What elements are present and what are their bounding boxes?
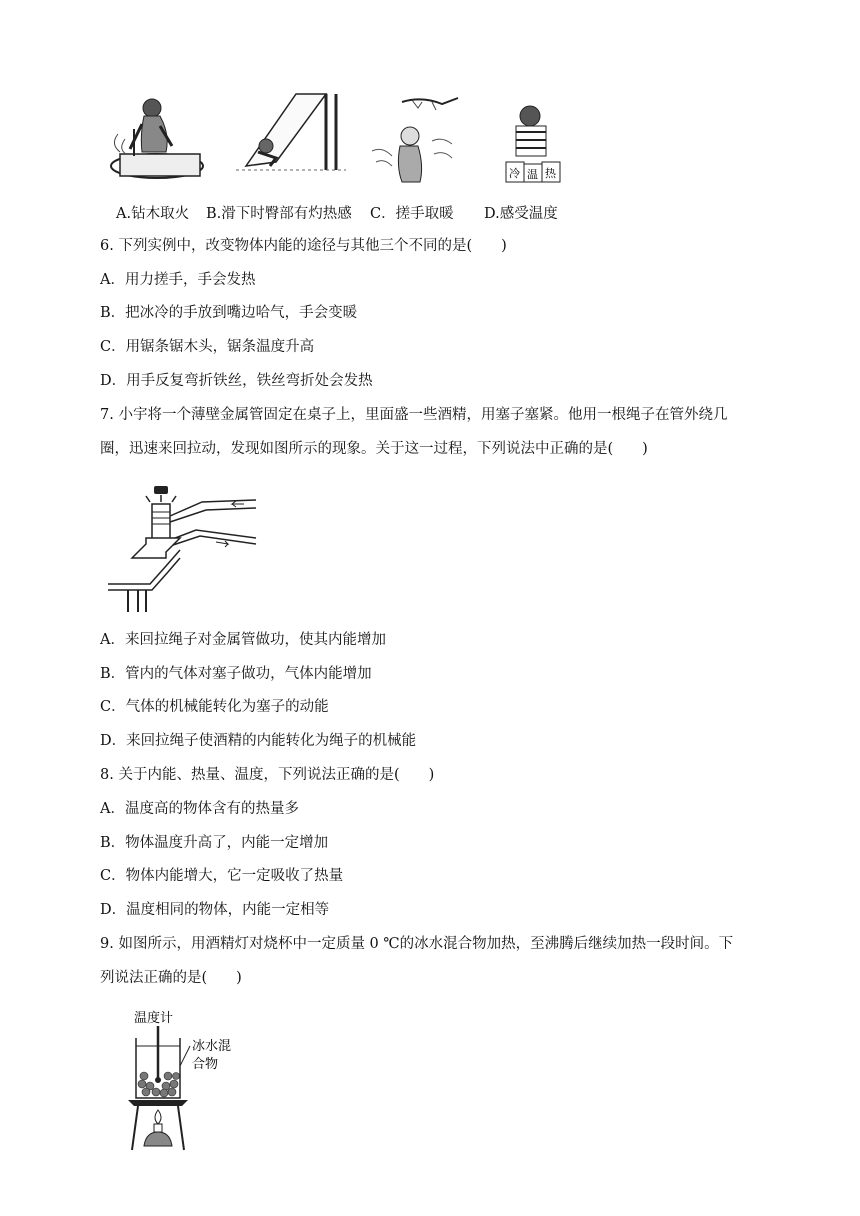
caption-d: D.感受温度 [484,206,558,222]
q6-option-c: C．用锯条锯木头，锯条温度升高 [100,339,315,355]
bucket-label-hot: 热 [545,167,556,180]
q7-option-b: B．管内的气体对塞子做功，气体内能增加 [100,666,372,682]
bucket-label-warm: 温 [527,168,538,181]
caption-a: A.钻木取火 [116,206,190,222]
thermometer-label: 温度计 [134,1011,174,1026]
q6-option-b: B．把冰冷的手放到嘴边哈气，手会变暖 [100,305,358,321]
caption-b: B.滑下时臀部有灼热感 [206,206,352,222]
figure-rubbing-hands [362,96,462,191]
q8-option-d: D．温度相同的物体，内能一定相等 [100,902,330,918]
q8-option-c: C．物体内能增大，它一定吸收了热量 [100,868,344,884]
q7-stem-line2: 圈，迅速来回拉动，发现如图所示的现象。关于这一过程，下列说法中正确的是( ) [100,441,648,457]
q7-stem-line1: 7. 小宇将一个薄壁金属管固定在桌子上，里面盛一些酒精，用塞子塞紧。他用一根绳子在管外绕几 [100,407,728,423]
q6-option-d: D．用手反复弯折铁丝，铁丝弯折处会发热 [100,373,373,389]
q6-option-a: A．用力搓手，手会发热 [100,272,256,288]
q9-stem-line1: 9. 如图所示，用酒精灯对烧杯中一定质量 0 ℃的冰水混合物加热，至沸腾后继续加热一段时间。下 [100,936,734,952]
q7-option-c: C．气体的机械能转化为塞子的动能 [100,699,329,715]
mixture-label-line1: 冰水混 [192,1039,232,1054]
figure-feel-temperature [496,102,568,188]
q9-stem-line2: 列说法正确的是( ) [100,970,242,986]
q6-stem: 6. 下列实例中，改变物体内能的途径与其他三个不同的是( ) [100,238,507,254]
q7-option-d: D．来回拉绳子使酒精的内能转化为绳子的机械能 [100,733,417,749]
q8-stem: 8. 关于内能、热量、温度，下列说法正确的是( ) [100,767,435,783]
q7-option-a: A．来回拉绳子对金属管做功，使其内能增加 [100,632,386,648]
q8-option-b: B．物体温度升高了，内能一定增加 [100,835,329,851]
q8-option-a: A．温度高的物体含有的热量多 [100,801,299,817]
figure-beaker-heating [128,1006,248,1151]
caption-c: C．搓手取暖 [370,206,454,222]
bucket-label-cold: 冷 [509,167,520,180]
mixture-label-line2: 合物 [192,1057,219,1072]
figure-metal-tube-rope [106,480,266,615]
figure-drilling-wood-fire [100,94,210,189]
figure-slide [236,92,346,187]
